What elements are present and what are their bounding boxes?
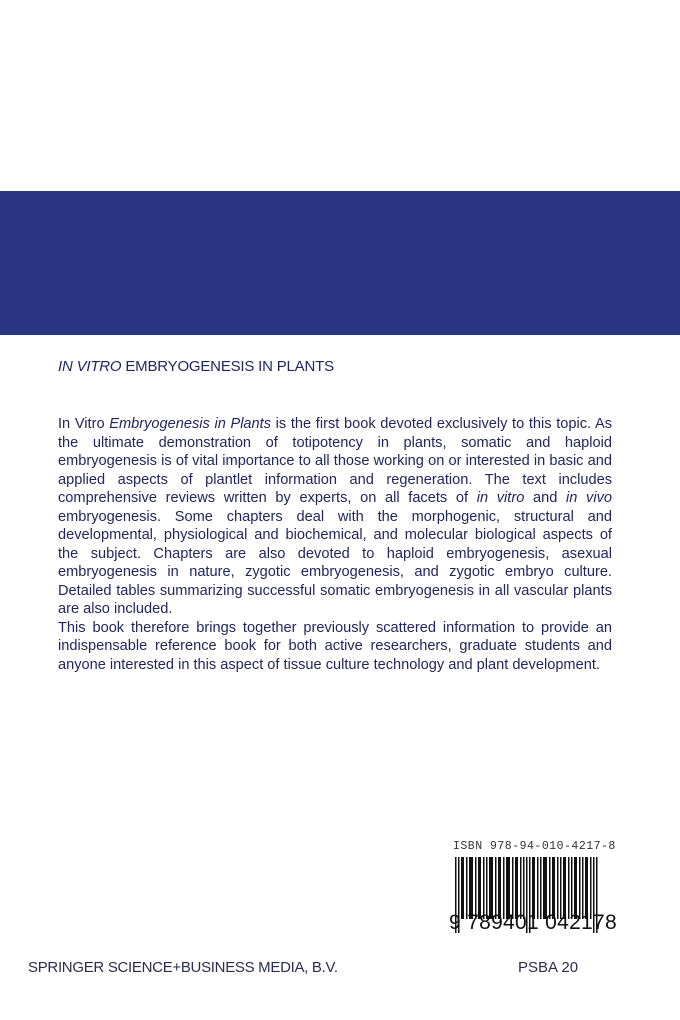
blurb-text-b: embryogenesis. Some chapters deal with the morphogenic, structural and developmental, physiological and biochemical, and molecular biological aspects of the subject. Chapters are also devoted to haploid embryogenesis, asexual embryogenesis in nature, zygotic embryogenesis, and zygotic embryo culture. Detailed tables summarizing successful somatic embryogenesis in all vascular plants are also included. (58, 508, 612, 617)
title-rest: EMBRYOGENESIS IN PLANTS (121, 358, 334, 375)
blurb-in-vitro: in vitro (476, 490, 525, 506)
blurb-text-a: is the first book devoted exclusively to this topic. As the ultimate demonstration of totipotency in plants, somatic and haploid embryogenesis is of vital importance to all those working on or interested in basic and applied aspects of plantlet information and regeneration. The text includes comprehensive reviews written by experts, on all facets of (58, 416, 612, 506)
blurb-book-title: Embryogenesis in Plants (109, 416, 272, 432)
isbn-barcode (445, 840, 615, 940)
blurb-and: and (524, 490, 567, 506)
book-title (58, 358, 334, 375)
blurb-paragraph-2: This book therefore brings together previously scattered information to provide an indispensable reference book for both active researchers, graduate students and anyone interested in this aspect of tissue culture technology and plant development. (58, 619, 612, 673)
blurb (58, 415, 612, 674)
barcode-digits: 9 789401 042178 (449, 911, 617, 934)
blurb-in-vivo: in vivo (566, 490, 613, 506)
title-italic-part: IN VITRO (58, 358, 122, 375)
blurb-paragraph-1 (58, 415, 612, 619)
publisher-name: SPRINGER SCIENCE+BUSINESS MEDIA, B.V. (28, 959, 338, 976)
blurb-lead: In Vitro (58, 416, 110, 432)
series-code: PSBA 20 (518, 959, 579, 976)
cover-color-band (0, 191, 680, 335)
isbn-label: ISBN 978-94-010-4217-8 (453, 840, 616, 853)
